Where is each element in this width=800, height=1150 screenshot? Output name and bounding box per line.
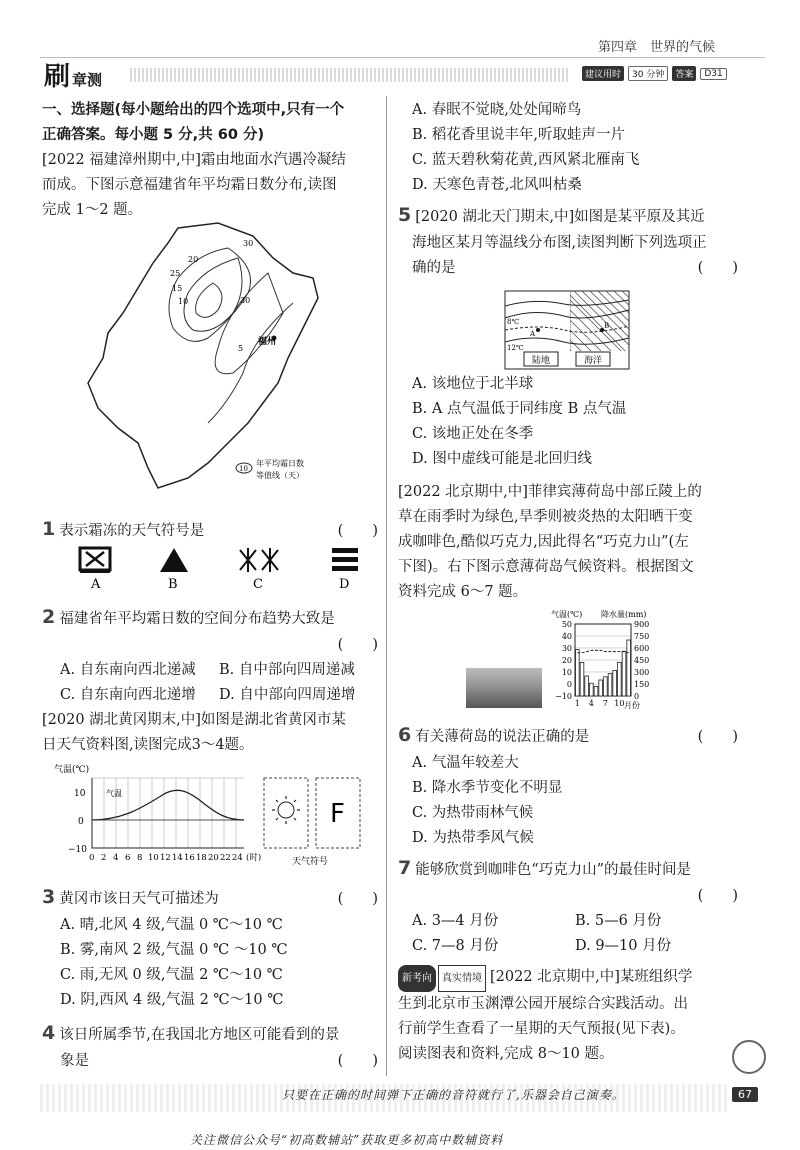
question-text: 能够欣赏到咖啡色“巧克力山”的最佳时间是 xyxy=(415,862,692,878)
section-title-2: 正确答案。每小题 5 分,共 60 分) xyxy=(42,127,265,143)
intro-4-line: 行前学生查看了一星期的天气预报(见下表)。 xyxy=(398,1021,685,1037)
option: D. 自中部向四周递增 xyxy=(219,687,356,703)
question-text: 有关薄荷岛的说法正确的是 xyxy=(415,729,590,745)
temp-tick: 40 xyxy=(561,632,572,641)
page-number: 67 xyxy=(732,1087,758,1102)
intro-3-line: 资料完成 6～7 题。 xyxy=(398,584,528,600)
sun-icon xyxy=(278,802,294,818)
header-rule xyxy=(40,57,765,58)
option-label: D xyxy=(339,577,350,592)
time-label: 建议用时 xyxy=(582,66,624,81)
question-text: 确的是 xyxy=(412,260,456,276)
frost-icon xyxy=(86,552,104,566)
answer-label: 答案 xyxy=(672,66,696,81)
option: A. 该地位于北半球 xyxy=(412,376,534,392)
iso-label: 15 xyxy=(172,284,183,293)
option: B. 雾,南风 2 级,气温 0 ℃ ～10 ℃ xyxy=(60,942,288,958)
question-text: 海地区某月等温线分布图,读图判断下列选项正 xyxy=(412,235,707,251)
fujian-frost-map xyxy=(78,218,358,498)
iso-8-label: 8℃ xyxy=(507,318,520,326)
option: B. 5—6 月份 xyxy=(575,913,662,929)
option: A. 春眠不觉晓,处处闻啼鸟 xyxy=(412,102,582,118)
option: B. 自中部向四周递减 xyxy=(219,662,355,678)
temp-tick: 20 xyxy=(561,656,572,665)
answer-value: D31 xyxy=(700,68,726,80)
precip-bar xyxy=(622,651,626,696)
header-decoration xyxy=(130,68,570,82)
iso-label: 10 xyxy=(178,297,189,306)
land-label: 陆地 xyxy=(532,356,551,366)
chapter-title: 第四章 世界的气候 xyxy=(598,40,716,55)
temp-tick: 30 xyxy=(561,644,572,653)
option-label: C xyxy=(253,577,263,592)
precip-bar xyxy=(608,674,612,696)
svg-text:2: 2 xyxy=(101,853,107,863)
question-5 xyxy=(398,202,738,231)
question-1 xyxy=(42,516,378,545)
option: C. 雨,无风 0 级,气温 2 ℃～10 ℃ xyxy=(60,967,283,983)
question-text: 黄冈市该日天气可描述为 xyxy=(59,891,219,907)
curve-label: 气温 xyxy=(106,789,122,798)
y-tick: 10 xyxy=(74,789,86,799)
option: A. 自东南向西北递减 xyxy=(60,662,196,678)
precip-tick: 450 xyxy=(634,656,650,665)
answer-blank: ( ) xyxy=(337,1053,378,1069)
legend-value: 10 xyxy=(239,465,248,473)
intro-1-line: 完成 1～2 题。 xyxy=(42,202,143,218)
option-label: B xyxy=(168,577,178,592)
iso-label: 20 xyxy=(188,255,199,264)
precip-bar xyxy=(604,677,608,696)
legend-line: 等值线（天） xyxy=(256,471,304,480)
temp-axis-label: 气温(℃) xyxy=(551,610,583,619)
city-label: 福州 xyxy=(258,337,277,347)
time-value: 30 分钟 xyxy=(628,66,668,81)
question-6 xyxy=(398,722,738,1067)
daily-temperature-chart xyxy=(52,762,382,872)
intro-1-line: 而成。下图示意福建省年平均霜日数分布,读图 xyxy=(42,177,337,193)
brand-char: 刷 xyxy=(44,62,71,92)
section-title: 一、选择题(每小题给出的四个选项中,只有一个 xyxy=(42,102,345,118)
option: C. 为热带雨林气候 xyxy=(412,805,534,821)
answer-blank: ( ) xyxy=(337,523,378,539)
question-number: 6 xyxy=(398,724,412,746)
sea-label: 海洋 xyxy=(584,356,603,366)
column-divider xyxy=(386,96,387,1076)
svg-text:10: 10 xyxy=(148,853,159,863)
svg-text:14: 14 xyxy=(172,853,183,863)
intro-2-line: 日天气资料图,读图完成3～4题。 xyxy=(42,737,254,753)
option-label: A xyxy=(91,577,101,592)
option: B. 稻花香里说丰年,听取蛙声一片 xyxy=(412,127,625,143)
question-7 xyxy=(398,855,738,884)
answer-blank: ( ) xyxy=(697,260,738,276)
option: C. 7—8 月份 xyxy=(412,938,499,954)
exam-meta xyxy=(582,66,727,81)
question-text: 福建省年平均霜日数的空间分布趋势大致是 xyxy=(59,611,335,627)
month-tick: 10 xyxy=(614,699,625,708)
answer-blank: ( ) xyxy=(697,729,738,745)
precip-tick: 750 xyxy=(634,632,650,641)
y-tick: 0 xyxy=(78,817,84,827)
iso-label: 25 xyxy=(170,269,181,278)
left-column xyxy=(42,98,378,223)
precip-tick: 900 xyxy=(634,620,650,629)
question-number: 2 xyxy=(42,606,56,628)
precip-bar xyxy=(576,650,580,696)
precip-bar xyxy=(590,683,594,696)
precip-tick: 300 xyxy=(634,668,650,677)
footer-quote: 只要在正确的时间弹下正确的音符就行了,乐器会自己演奏。 xyxy=(282,1088,625,1102)
iso-label: 5 xyxy=(238,344,244,353)
temperature-line xyxy=(577,650,628,652)
option: D. 阴,西风 4 级,气温 2 ℃～10 ℃ xyxy=(60,992,284,1008)
svg-text:16: 16 xyxy=(184,853,195,863)
precip-axis-label: 降水量(mm) xyxy=(601,610,647,619)
temp-tick: 50 xyxy=(561,620,572,629)
climate-chart xyxy=(545,608,675,712)
option: A. 晴,北风 4 级,气温 0 ℃～10 ℃ xyxy=(60,917,283,933)
month-unit: 月份 xyxy=(624,701,640,710)
question-4 xyxy=(42,1020,378,1074)
svg-text:12: 12 xyxy=(160,853,171,863)
chocolate-hills-photo xyxy=(466,668,542,708)
legend-line: 年平均霜日数 xyxy=(256,459,304,468)
question-2 xyxy=(42,604,378,758)
question-number: 4 xyxy=(42,1022,56,1044)
intro-2-line: [2020 湖北黄冈期末,中]如图是湖北省黄冈市某 xyxy=(42,712,346,728)
question-text: 表示霜冻的天气符号是 xyxy=(59,523,205,539)
x-ticks xyxy=(89,852,261,863)
temp-tick: −10 xyxy=(555,692,572,701)
svg-text:(时): (时) xyxy=(246,853,262,863)
precip-bar xyxy=(599,680,603,696)
option: D. 图中虚线可能是北回归线 xyxy=(412,451,592,467)
iso-12-label: 12℃ xyxy=(507,344,524,352)
snow-icon xyxy=(240,548,278,572)
precip-tick: 600 xyxy=(634,644,650,653)
temp-tick: 0 xyxy=(566,680,572,689)
svg-text:18: 18 xyxy=(196,853,207,863)
option: C. 该地正处在冬季 xyxy=(412,426,534,442)
point-b-label: B xyxy=(604,322,610,330)
hail-icon xyxy=(160,548,188,572)
wind-symbol: F xyxy=(330,799,345,829)
month-tick: 7 xyxy=(602,699,608,708)
precip-bar xyxy=(594,686,598,696)
intro-4-line: 阅读图表和资料,完成 8～10 题。 xyxy=(398,1046,614,1062)
precip-bar xyxy=(618,662,622,696)
intro-3-line: [2022 北京期中,中]菲律宾薄荷岛中部丘陵上的 xyxy=(398,484,702,500)
month-tick: 4 xyxy=(588,699,594,708)
svg-text:0: 0 xyxy=(89,853,95,863)
question-number: 7 xyxy=(398,857,412,879)
answer-blank: ( ) xyxy=(337,637,378,653)
precip-bar xyxy=(585,676,589,696)
section-brand xyxy=(44,56,102,93)
new-direction-tag: 新考向 xyxy=(398,965,436,992)
option: D. 为热带季风气候 xyxy=(412,830,534,846)
svg-text:22: 22 xyxy=(220,853,231,863)
svg-text:8: 8 xyxy=(137,853,143,863)
intro-3-line: 成咖啡色,酷似巧克力,因此得名“巧克力山”(左 xyxy=(398,534,689,550)
intro-3-line: 下图)。右下图示意薄荷岛气候资料。根据图文 xyxy=(398,559,694,575)
question-text: [2020 湖北天门期末,中]如图是某平原及其近 xyxy=(415,209,705,225)
intro-1-line: [2022 福建漳州期中,中]霜由地面水汽遇冷凝结 xyxy=(42,152,346,168)
option: B. 降水季节变化不明显 xyxy=(412,780,563,796)
option: B. A 点气温低于同纬度 B 点气温 xyxy=(412,401,627,417)
fog-icon xyxy=(332,548,358,571)
question-text: 象是 xyxy=(60,1053,89,1069)
precip-bar xyxy=(580,662,584,696)
option: C. 自东南向西北递增 xyxy=(60,687,196,703)
point-a-label: A xyxy=(530,330,536,338)
y-tick: −10 xyxy=(68,845,87,855)
precip-bar xyxy=(627,640,631,696)
isotherm-figure xyxy=(504,290,630,370)
corner-logo xyxy=(732,1040,766,1074)
option: A. 气温年较差大 xyxy=(412,755,519,771)
month-tick: 1 xyxy=(574,699,580,708)
temp-tick: 10 xyxy=(561,668,572,677)
question-text: 该日所属季节,在我国北方地区可能看到的景 xyxy=(59,1027,340,1043)
precip-tick: 0 xyxy=(634,692,640,701)
footer-note: 关注微信公众号“初高数辅站”获取更多初高中数辅资料 xyxy=(190,1133,504,1147)
svg-text:4: 4 xyxy=(113,853,119,863)
iso-label: 30 xyxy=(240,296,251,305)
option: C. 蓝天碧秋菊花黄,西风紧北雁南飞 xyxy=(412,152,640,168)
question-number: 3 xyxy=(42,886,56,908)
symbol-caption: 天气符号 xyxy=(292,857,329,867)
option: A. 3—4 月份 xyxy=(412,913,499,929)
question-number: 5 xyxy=(398,204,412,226)
question-number: 1 xyxy=(42,518,56,540)
answer-blank: ( ) xyxy=(337,891,378,907)
svg-text:6: 6 xyxy=(125,853,131,863)
svg-text:24: 24 xyxy=(232,853,243,863)
question-3 xyxy=(42,884,378,1013)
option: D. 天寒色青苍,北风叫枯桑 xyxy=(412,177,582,193)
svg-text:20: 20 xyxy=(208,853,219,863)
right-column xyxy=(398,98,738,281)
real-context-tag: 真实情境 xyxy=(438,965,486,992)
option: D. 9—10 月份 xyxy=(575,938,672,954)
answer-blank: ( ) xyxy=(697,888,738,904)
y-axis-label: 气温(℃) xyxy=(54,765,90,775)
brand-label: 章测 xyxy=(72,71,103,89)
weather-symbols xyxy=(72,544,372,592)
q5-options xyxy=(398,372,738,605)
iso-label: 30 xyxy=(243,239,254,248)
precip-bar xyxy=(613,670,617,696)
precip-tick: 150 xyxy=(634,680,650,689)
intro-4-line: [2022 北京期中,中]某班组织学 xyxy=(490,969,693,985)
intro-4-line: 生到北京市玉渊潭公园开展综合实践活动。出 xyxy=(398,996,688,1012)
intro-3-line: 草在雨季时为绿色,旱季则被炎热的太阳晒干变 xyxy=(398,509,693,525)
